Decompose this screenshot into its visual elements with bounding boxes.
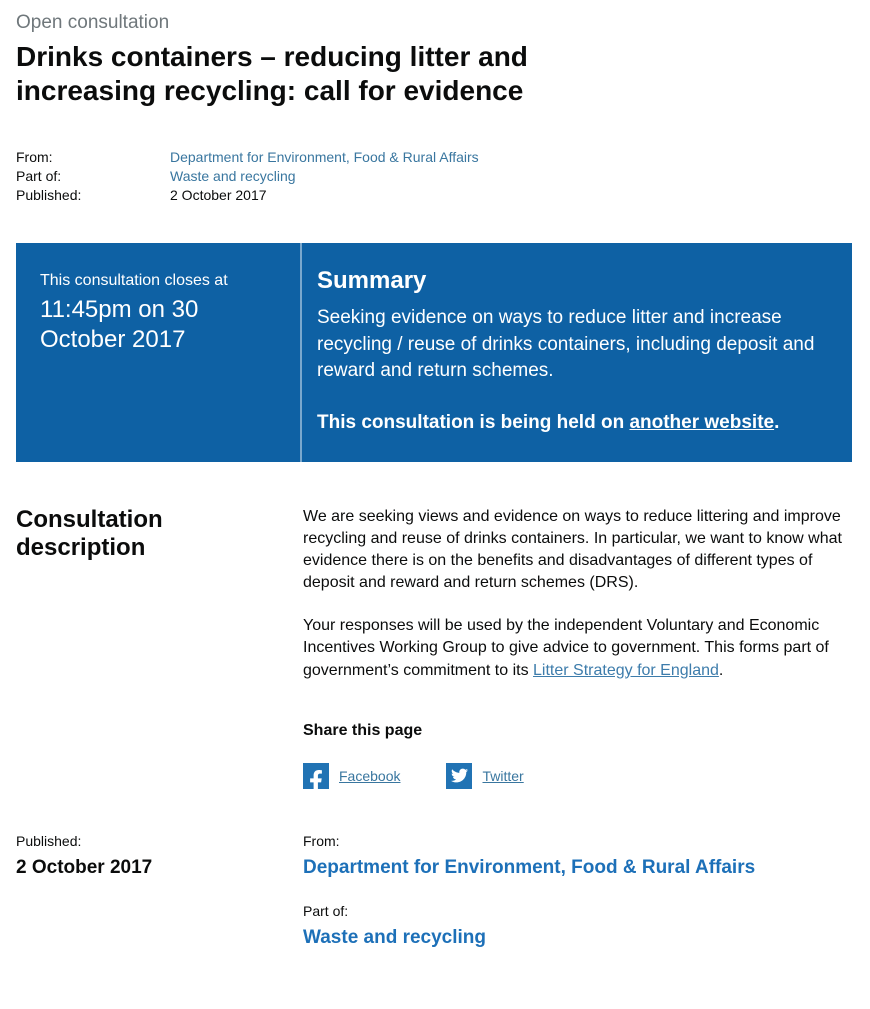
paragraph2-suffix: . [718,661,724,679]
meta-label-partof: Part of: [16,168,62,185]
footer-partof-label: Part of: [303,902,349,919]
paragraph2-prefix: Your responses will be used by the independent Voluntary and Economic Incentives Working Group to give advice to government. This forms part of government’s commitment to its [303,617,829,679]
consultation-summary-banner [16,243,852,462]
document-type-label: Open consultation [16,12,170,33]
footer-published-label: Published: [16,832,82,849]
held-on-notice [317,412,828,434]
footer-department-link[interactable]: Department for Environment, Food & Rural Affairs [303,856,756,878]
partof-topic-link[interactable]: Waste and recycling [170,168,296,185]
footer-from-column [303,833,852,949]
description-section [16,506,852,789]
description-paragraph-2 [303,615,851,681]
meta-label-published: Published: [16,187,82,204]
twitter-icon[interactable] [446,763,472,789]
meta-row-published [16,186,852,205]
footer-partof-block [303,903,852,949]
meta-row-partof [16,167,852,186]
published-date: 2 October 2017 [170,187,267,204]
summary-panel [300,243,852,462]
footer-topic-link[interactable]: Waste and recycling [303,926,487,948]
page-title: Drinks containers – reducing litter and increasing recycling: call for evidence [16,41,528,107]
meta-row-from [16,148,852,167]
footer-metadata [16,833,852,1009]
footer-from-label: From: [303,832,340,849]
description-body-column [303,506,852,789]
facebook-link[interactable]: Facebook [339,767,401,784]
top-metadata [16,148,852,205]
description-heading: Consultation description [16,506,163,561]
held-prefix: This consultation is being held on [317,412,630,434]
litter-strategy-link[interactable]: Litter Strategy for England [533,661,719,679]
footer-published-value: 2 October 2017 [16,856,153,878]
description-paragraph-1: We are seeking views and evidence on ways to reduce littering and improve recycling and reuse of drinks containers. In particular, we want to know what evidence there is on the benefits and disadvantages of different types of deposit and reward and return schemes (DRS). [303,508,842,592]
twitter-link[interactable]: Twitter [482,767,524,784]
summary-text: Seeking evidence on ways to reduce litter and increase recycling / reuse of drinks containers, including deposit and reward and return schemes. [317,307,815,381]
facebook-share [303,763,400,789]
closes-at-label: This consultation closes at [40,272,228,290]
share-block [303,720,852,789]
closing-date-panel [16,243,300,462]
description-heading-column [16,506,303,789]
another-website-link[interactable]: another website [629,412,775,434]
from-department-link[interactable]: Department for Environment, Food & Rural Affairs [170,149,479,166]
twitter-share [446,763,523,789]
facebook-icon[interactable] [303,763,329,789]
summary-heading: Summary [317,267,427,295]
closes-at-date: 11:45pm on 30 October 2017 [40,296,199,354]
meta-label-from: From: [16,149,53,166]
footer-published-column [16,833,303,949]
held-suffix: . [774,412,780,434]
share-links [303,763,852,789]
share-heading: Share this page [303,721,423,739]
